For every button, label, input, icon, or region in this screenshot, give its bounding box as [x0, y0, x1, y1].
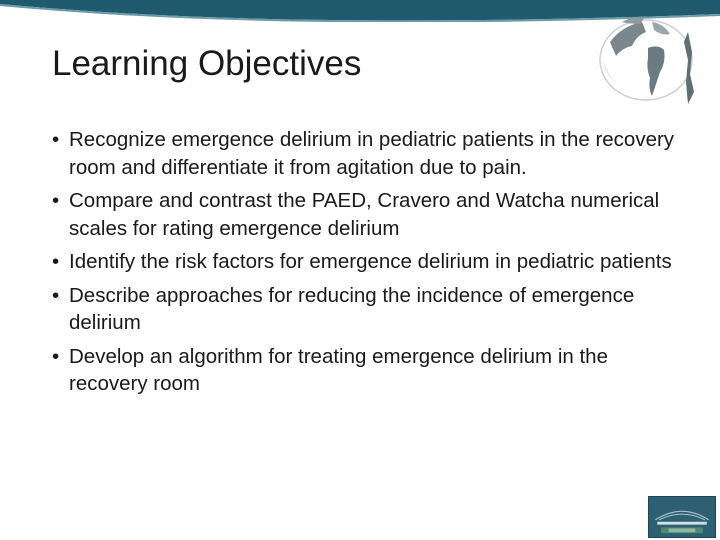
objective-text: Describe approaches for reducing the incidence of emergence delirium — [69, 283, 635, 334]
bullet-marker: • — [52, 344, 60, 368]
bullet-marker: • — [52, 189, 60, 212]
bullet-marker: • — [52, 128, 60, 151]
objectives-list — [52, 126, 692, 404]
objective-item — [52, 343, 692, 398]
objective-item — [52, 126, 692, 181]
globe-icon — [592, 12, 708, 108]
bullet-marker: • — [52, 250, 60, 273]
bullet-marker: • — [52, 283, 60, 307]
objective-item — [52, 187, 692, 242]
objective-item — [52, 282, 692, 337]
objective-text: Develop an algorithm for treating emergence delirium in the recovery room — [69, 344, 608, 395]
slide-title: Learning Objectives — [52, 44, 362, 83]
objective-text: Recognize emergence delirium in pediatric patients in the recovery room and differentiate it from agitation due to pain. — [69, 128, 675, 179]
objective-item — [52, 248, 692, 276]
objective-text: Compare and contrast the PAED, Cravero and Watcha numerical scales for rating emergence delirium — [69, 189, 660, 240]
society-logo — [648, 496, 716, 538]
objective-text: Identify the risk factors for emergence delirium in pediatric patients — [69, 250, 672, 273]
